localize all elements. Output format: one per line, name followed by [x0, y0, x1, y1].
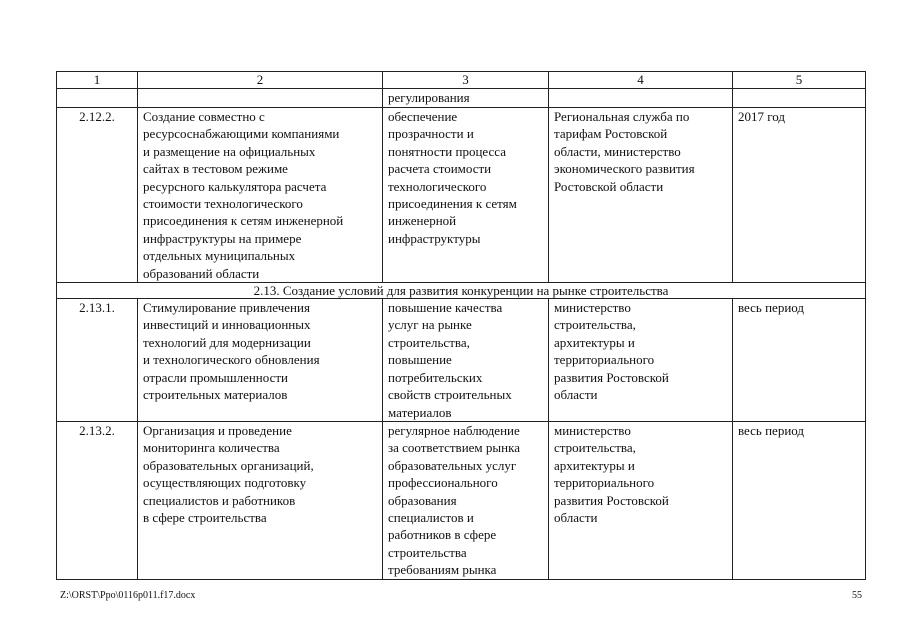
file-path: Z:\ORST\Ppo\0116p011.f17.docx: [60, 590, 196, 601]
header-col-5: 5: [733, 72, 866, 89]
header-col-3: 3: [383, 72, 549, 89]
row-number: 2.12.2.: [57, 108, 138, 283]
table-row: [57, 421, 866, 579]
result-cell: регулирования: [383, 89, 549, 108]
executor-cell: министерство строительства, архитектуры и территориального развития Ростовской области: [549, 299, 733, 422]
executor-cell: министерство строительства, архитектуры и территориального развития Ростовской области: [549, 421, 733, 579]
executor-cell: [549, 89, 733, 108]
period-cell: 2017 год: [733, 108, 866, 283]
header-row: [57, 72, 866, 89]
result-cell: обеспечение прозрачности и понятности процесса расчета стоимости технологического присоединения к сетям инженерной инфраструктуры: [383, 108, 549, 283]
header-col-1: 1: [57, 72, 138, 89]
table-row: [57, 89, 866, 108]
measure-cell: Стимулирование привлечения инвестиций и инновационных технологий для модернизации и технологического обновления отрасли промышленности строительных материалов: [138, 299, 383, 422]
section-row: [57, 283, 866, 299]
measure-cell: Организация и проведение мониторинга количества образовательных организаций, осуществляющих подготовку специалистов и работников в сфере строительства: [138, 421, 383, 579]
section-heading: 2.13. Создание условий для развития конкуренции на рынке строительства: [57, 283, 866, 299]
measure-cell: [138, 89, 383, 108]
period-cell: весь период: [733, 421, 866, 579]
page-number: 55: [852, 590, 862, 601]
table-row: [57, 299, 866, 422]
executor-cell: Региональная служба по тарифам Ростовской области, министерство экономического развития Ростовской области: [549, 108, 733, 283]
header-col-4: 4: [549, 72, 733, 89]
period-cell: весь период: [733, 299, 866, 422]
row-number: 2.13.2.: [57, 421, 138, 579]
result-cell: повышение качества услуг на рынке строительства, повышение потребительских свойств строительных материалов: [383, 299, 549, 422]
header-col-2: 2: [138, 72, 383, 89]
period-cell: [733, 89, 866, 108]
row-number: 2.13.1.: [57, 299, 138, 422]
measure-cell: Создание совместно с ресурсоснабжающими компаниями и размещение на официальных сайтах в тестовом режиме ресурсного калькулятора расчета стоимости технологического присоединения к сетям инженерной инфраструктуры на примере отдельных муниципальных образований области: [138, 108, 383, 283]
measures-table: [56, 71, 866, 580]
table-row: [57, 108, 866, 283]
result-cell: регулярное наблюдение за соответствием рынка образовательных услуг профессионального образования специалистов и работников в сфере строительства требованиям рынка: [383, 421, 549, 579]
row-number: [57, 89, 138, 108]
